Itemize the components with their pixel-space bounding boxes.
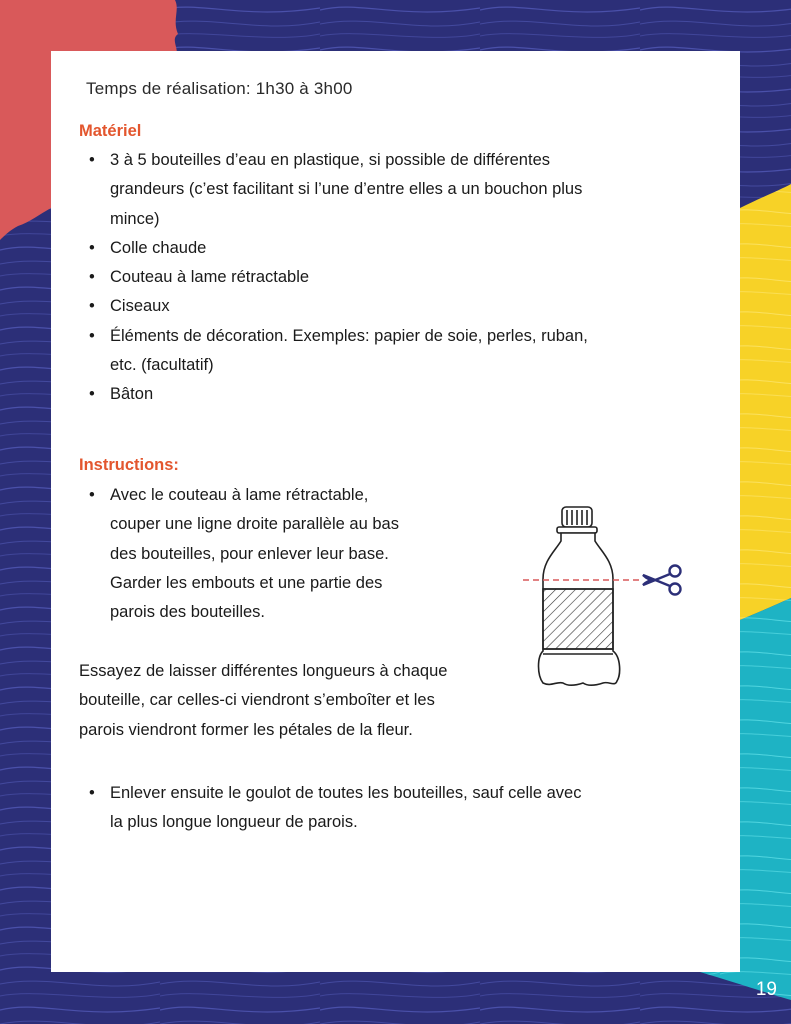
bottle-icon bbox=[539, 507, 620, 685]
scissors-icon bbox=[643, 566, 681, 595]
materiel-list bbox=[79, 146, 719, 410]
bullet-icon: • bbox=[89, 385, 95, 404]
page-number: 19 bbox=[755, 979, 777, 1000]
instructions-paragraph: Essayez de laisser différentes longueurs à chaque bouteille, car celles-ci viendront s’emboîter et les parois viendront former les pétales de la fleur. bbox=[79, 662, 448, 739]
materiel-heading: Matériel bbox=[79, 122, 142, 140]
instructions-step-2 bbox=[79, 779, 719, 838]
list-item: • Ciseaux bbox=[79, 292, 719, 321]
bullet-icon: • bbox=[89, 297, 95, 316]
completion-time: Temps de réalisation: 1h30 à 3h00 bbox=[86, 79, 353, 98]
bottle-cut-illustration bbox=[517, 499, 687, 694]
list-item: • Colle chaude bbox=[79, 234, 719, 263]
content-card bbox=[51, 51, 740, 972]
bullet-icon: • bbox=[89, 486, 95, 504]
bullet-icon: • bbox=[89, 268, 95, 287]
list-item: • Avec le couteau à lame rétractable, couper une ligne droite parallèle au bas des bouteilles, pour enlever leur base. Garder les embouts et une partie des parois des bouteilles. bbox=[79, 481, 499, 627]
list-item: • 3 à 5 bouteilles d’eau en plastique, si possible de différentes grandeurs (c’est facilitant si l’une d’entre elles a un bouchon plus mince) bbox=[79, 146, 719, 234]
list-item: • Couteau à lame rétractable bbox=[79, 263, 719, 292]
bullet-icon: • bbox=[89, 326, 95, 345]
bullet-icon: • bbox=[89, 238, 95, 257]
list-item: • Enlever ensuite le goulot de toutes les bouteilles, sauf celle avec la plus longue longueur de parois. bbox=[79, 779, 719, 838]
instructions-step-1 bbox=[79, 481, 499, 627]
bullet-icon: • bbox=[89, 784, 95, 802]
bullet-icon: • bbox=[89, 151, 95, 169]
list-item: • Bâton bbox=[79, 380, 719, 409]
instructions-heading: Instructions: bbox=[79, 456, 179, 474]
list-item: • Éléments de décoration. Exemples: papier de soie, perles, ruban, etc. (facultatif) bbox=[79, 322, 719, 381]
